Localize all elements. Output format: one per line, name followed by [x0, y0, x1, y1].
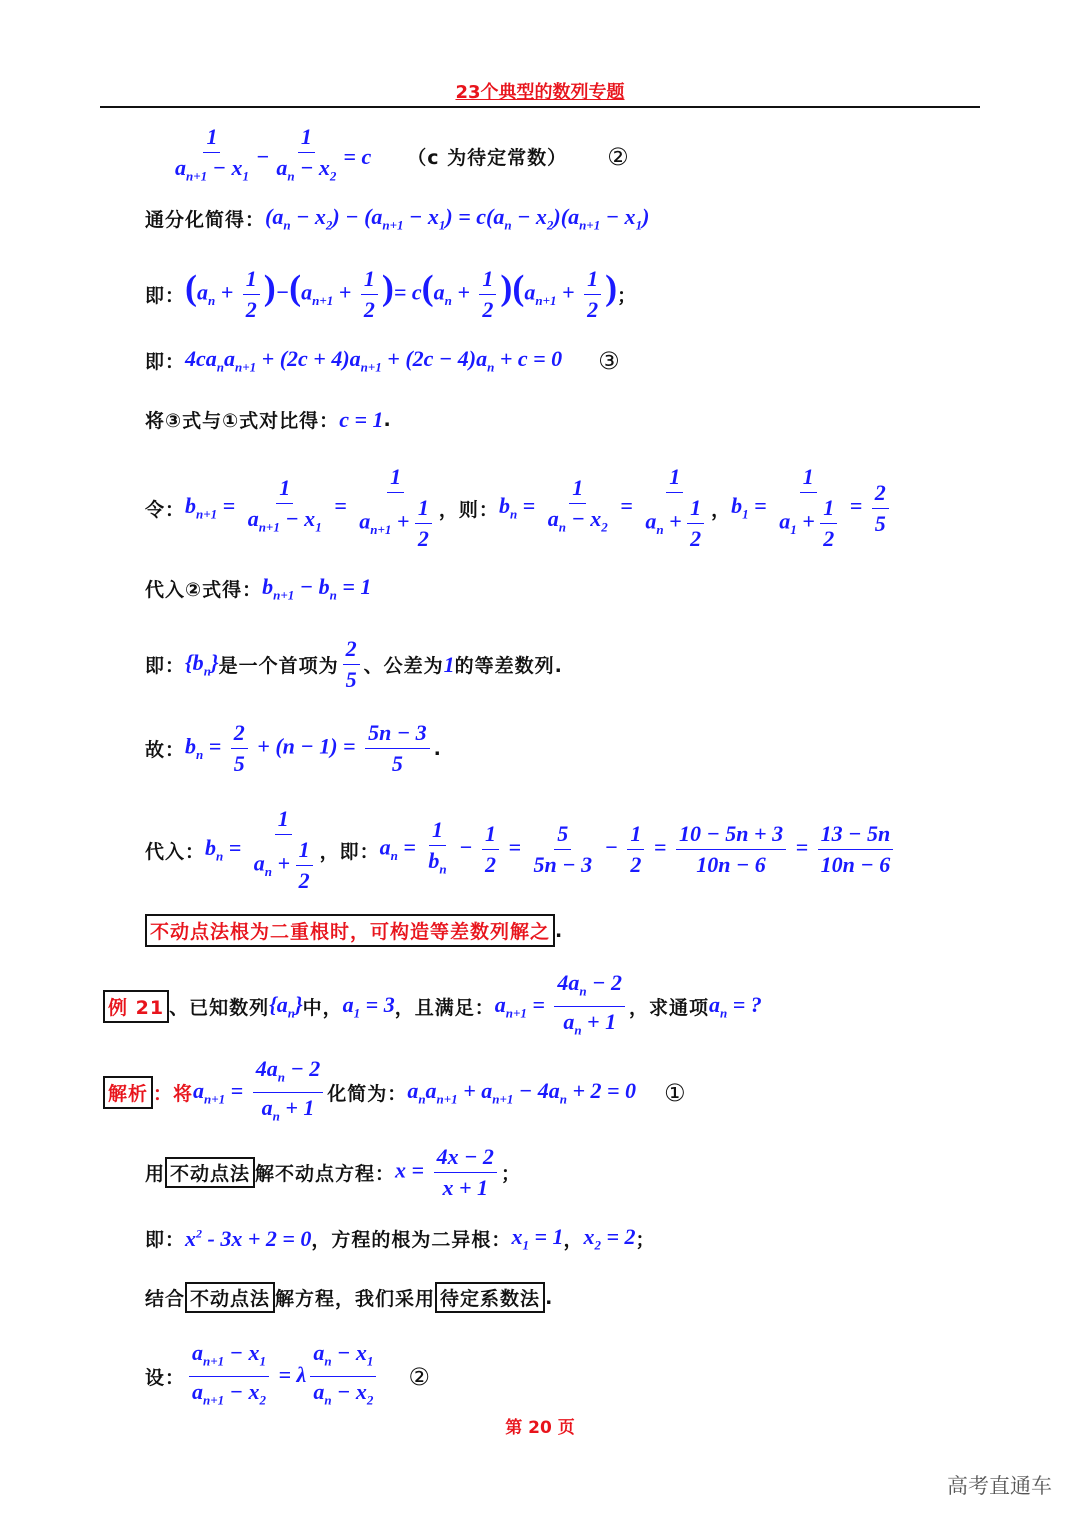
text: ：将: [153, 1083, 194, 1106]
end: .: [383, 408, 392, 431]
equation-mark: ②: [607, 142, 630, 171]
label: 代入②式得：: [145, 579, 263, 602]
math: $b_{n+1}$ = $\frac{1}{a_{n+1} - x_1}$ = 1 $a_{n+1}$ + $\frac{1}{2}$: [185, 462, 439, 554]
label: 故：: [145, 739, 186, 761]
end: .: [433, 737, 442, 760]
eq-line-6: [145, 462, 893, 554]
text: 的等差数列.: [454, 655, 563, 677]
note-text: （c 为待定常数）: [407, 147, 568, 170]
text: 、公差为: [363, 655, 444, 677]
note-box: 不动点法根为二重根时，可构造等差数列解之: [145, 914, 555, 947]
text: ，方程的根为二异根：: [311, 1229, 512, 1252]
math: $b_{n+1} - b_n = 1$: [262, 574, 372, 603]
boxed-term: 待定系数法: [435, 1282, 545, 1313]
text: 用: [145, 1163, 166, 1185]
text: 、已知数列: [169, 997, 270, 1020]
eq-line-1: $\frac{1}{a_{n+1} - x_1}$ − $\frac{1}{a_n - x_2}$ = c （c 为待定常数） ②: [168, 122, 630, 191]
math: $a_{n+1}$ = $\frac{4a_n - 2}{a_n + 1}$: [495, 968, 629, 1046]
equation-mark: ②: [408, 1362, 431, 1391]
eq-line-4: [145, 346, 621, 375]
end: .: [555, 919, 564, 942]
end: ；: [500, 1163, 521, 1185]
boxed-term: 不动点法: [185, 1282, 275, 1313]
equation-mark: ①: [664, 1078, 687, 1107]
page-number: 第 20 页: [505, 1418, 575, 1438]
text: ，: [563, 1229, 584, 1252]
text: 中，: [302, 997, 343, 1020]
label: 设：: [145, 1367, 186, 1390]
roots-line: [145, 1224, 656, 1253]
eq-line-5: [145, 406, 392, 433]
math: $a_1 = 3$: [342, 992, 395, 1021]
combine-line: [145, 1282, 553, 1313]
math: ($a_n$ + $\frac{1}{2}$ )$-(a_{n+1}$ + $\frac{1}{2}$ )= $c(a_n$ + $\frac{1}{2}$ )($a_{n+1}$ + $\frac{1}{2}$ ): [185, 266, 618, 322]
text: ，则：: [438, 498, 499, 521]
label: 将③式与①式对比得：: [145, 410, 340, 432]
math: $a_{n+1}$ = $\frac{4a_n - 2}{a_n + 1}$: [193, 1054, 327, 1132]
math: $a_na_{n+1} + a_{n+1} - 4a_n + 2 = 0$: [407, 1078, 637, 1107]
math: c = 1: [339, 406, 384, 432]
end: ；: [617, 285, 638, 307]
text: ，即：: [319, 840, 380, 863]
label: 即：: [145, 351, 186, 374]
end: .: [545, 1286, 554, 1309]
math: $\{a_n\}$: [269, 992, 303, 1021]
eq-line-10: [145, 804, 897, 896]
text: 结合: [145, 1288, 186, 1310]
label: 即：: [145, 285, 186, 307]
solution-line: [103, 1054, 687, 1132]
label: 令：: [145, 498, 186, 521]
set-line: [145, 1338, 431, 1416]
math: $x^2 - 3x + 2 = 0$: [185, 1225, 312, 1251]
header-rule: [100, 106, 980, 108]
label: 代入：: [145, 840, 206, 863]
end: ；: [635, 1229, 656, 1252]
math: $x_1 = 1$: [511, 1224, 564, 1253]
eq-line-3: [145, 264, 637, 325]
math: $\frac{a_{n+1} - x_1}{a_{n+1} - x_2}$ = λ $\frac{a_n - x_1}{a_n - x_2}$: [185, 1338, 380, 1416]
fixed-point-line: [145, 1142, 521, 1203]
math: $b_n$ = 1 $a_n$ + $\frac{1}{2}$: [205, 804, 320, 896]
math: $(a_n - x_2) - (a_{n+1} - x_1) = c(a_n - x_2)(a_{n+1} - x_1)$: [265, 204, 650, 233]
label: 即：: [145, 655, 186, 677]
math: $b_n$ = $\frac{1}{a_n - x_2}$ = 1 $a_n$ + $\frac{1}{2}$: [499, 462, 711, 554]
math: $b_1$ = 1 $a_1$ + $\frac{1}{2}$ = $\frac{2}{5}$: [731, 462, 893, 554]
equation-mark: ③: [598, 346, 621, 375]
math: $4ca_na_{n+1} + (2c + 4)a_{n+1} + (2c - 4)a_n + c = 0$: [185, 346, 563, 375]
watermark: 高考直通车: [947, 1474, 1052, 1498]
page-title: 23个典型的数列专题: [455, 82, 625, 103]
solution-tag: 解析: [103, 1076, 153, 1109]
example-tag: 例 21: [103, 990, 169, 1023]
label: 通分化简得：: [145, 209, 266, 232]
math: $x_2 = 2$: [583, 1224, 636, 1253]
text: ，且满足：: [394, 997, 495, 1020]
math: $b_n$ = $\frac{2}{5}$ + (n − 1) = $\frac{5n - 3}{5}$: [185, 718, 434, 779]
eq-line-7: [145, 574, 371, 603]
eq-line-2: [145, 204, 649, 233]
boxed-term: 不动点法: [165, 1157, 255, 1188]
label: 即：: [145, 1229, 186, 1252]
method-note: [145, 914, 563, 947]
text: ，求通项: [629, 997, 710, 1020]
eq-line-9: [145, 718, 442, 779]
math: $\frac{2}{5}$: [343, 634, 360, 695]
example-21: [103, 968, 762, 1046]
math: $\{b_n\}$: [185, 649, 219, 679]
math: $\frac{1}{a_n - x_2}$: [276, 124, 337, 184]
text: ，: [711, 498, 732, 521]
eq-line-8: [145, 634, 563, 695]
text: 解方程，我们采用: [275, 1288, 436, 1310]
math: $a_n$ = ?: [709, 992, 762, 1021]
math: x = $\frac{4x - 2}{x + 1}$: [395, 1142, 501, 1203]
text: 是一个首项为: [218, 655, 339, 677]
text: 解不动点方程：: [255, 1163, 396, 1185]
math: $\frac{1}{a_{n+1} - x_1}$: [175, 124, 249, 184]
math: $a_n$ = $\frac{1}{b_n}$ − $\frac{1}{2}$ = $\frac{5}{5n - 3}$ − $\frac{1}{2}$ = $\frac{10 - 5n + 3}{10n - 6}$ = $\frac{13 - 5n}{10n - 6}$: [380, 815, 898, 884]
math: 1: [443, 651, 455, 677]
text: 化简为：: [327, 1083, 408, 1106]
